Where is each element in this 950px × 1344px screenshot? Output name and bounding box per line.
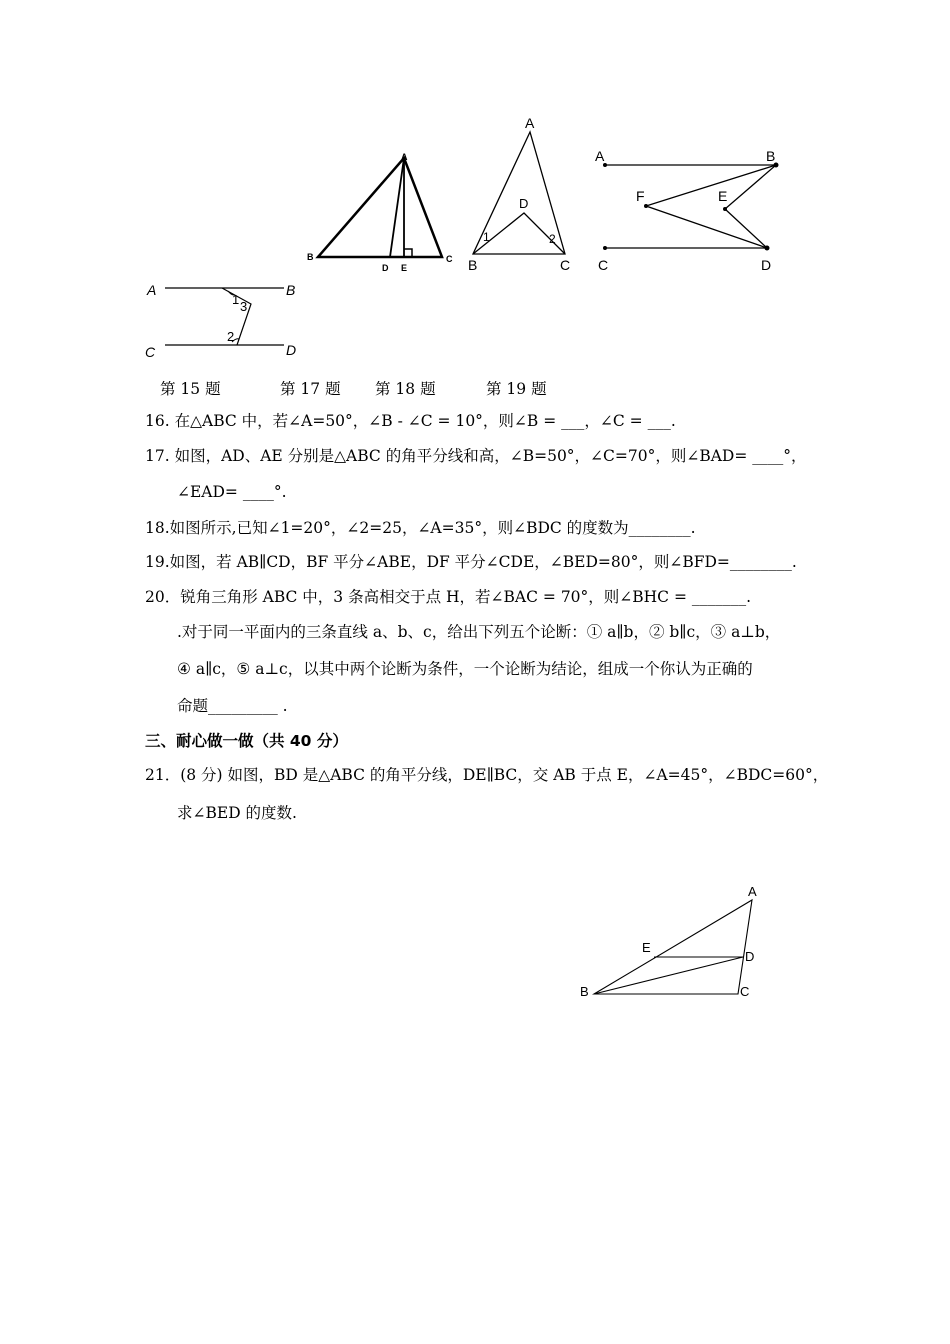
caption-17: 第 17 题 — [280, 380, 341, 398]
question-21-cont: 求∠BED 的度数. — [177, 804, 297, 822]
fig21-label-d: D — [745, 949, 755, 964]
caption-15: 第 15 题 — [160, 380, 221, 398]
question-20: 20．锐角三角形 ABC 中，3 条高相交于点 H，若∠BAC = 70°，则∠BHC = _______. — [145, 588, 752, 606]
fig18-label-d: D — [519, 196, 529, 211]
fig17-label-d: D — [382, 263, 389, 273]
fig15-label-d: D — [286, 342, 297, 358]
fig21-label-b: B — [580, 984, 589, 999]
fig17-label-a: A — [401, 152, 408, 162]
fig17-label-e: E — [401, 263, 408, 273]
fig15-label-1: 1 — [232, 292, 240, 307]
fig15-label-b: B — [286, 282, 296, 298]
question-17: 17. 如图，AD、AE 分别是△ABC 的角平分线和高，∠B=50°，∠C=70°，则∠BAD= ____°， — [145, 447, 807, 465]
fig18-label-b: B — [468, 257, 478, 273]
fig21-label-c: C — [740, 984, 750, 999]
fig21-label-e: E — [642, 940, 651, 955]
fig15-label-3: 3 — [240, 299, 248, 314]
question-17-cont: ∠EAD= ____°. — [177, 483, 287, 501]
fig15-label-c: C — [145, 344, 156, 360]
fig19-label-a: A — [595, 148, 605, 164]
fig18-label-1: 1 — [483, 230, 490, 244]
question-20b: .对于同一平面内的三条直线 a、b、c，给出下列五个论断：① a∥b，② b∥c，③ a⊥b， — [177, 623, 781, 641]
figure-15 — [140, 278, 315, 363]
figure-21 — [572, 880, 767, 1005]
fig19-label-b: B — [766, 148, 776, 164]
fig17-label-b: B — [307, 252, 314, 262]
figure-17 — [300, 145, 465, 275]
fig21-triangle — [594, 900, 755, 994]
figure-18 — [463, 112, 583, 277]
fig17-label-c: C — [446, 254, 453, 264]
caption-18: 第 18 题 — [375, 380, 436, 398]
fig19-label-f: F — [636, 188, 645, 204]
fig19-label-d: D — [761, 257, 772, 273]
fig19-label-c: C — [598, 257, 609, 273]
caption-19: 第 19 题 — [486, 380, 547, 398]
fig19-bfd — [646, 165, 776, 248]
fig18-label-c: C — [560, 257, 571, 273]
fig19-label-e: E — [718, 188, 728, 204]
fig21-label-a: A — [748, 884, 757, 899]
fig18-label-2: 2 — [549, 232, 556, 246]
question-20b-cont2: 命题_________ . — [177, 697, 288, 715]
fig15-label-a: A — [147, 282, 157, 298]
figure-19 — [585, 142, 785, 277]
question-16: 16. 在△ABC 中，若∠A=50°，∠B - ∠C = 10°，则∠B = ___，∠C = ___. — [145, 412, 676, 430]
question-19: 19.如图，若 AB∥CD，BF 平分∠ABE，DF 平分∠CDE，∠BED=80°，则∠BFD=________. — [145, 553, 797, 571]
question-21: 21．(8 分) 如图，BD 是△ABC 的角平分线，DE∥BC，交 AB 于点 E，∠A=45°，∠BDC=60°， — [145, 766, 829, 784]
fig15-label-2: 2 — [227, 329, 235, 344]
question-20b-cont1: ④ a∥c，⑤ a⊥c，以其中两个论断为条件，一个论断为结论，组成一个你认为正确的 — [177, 660, 753, 678]
fig18-label-a: A — [525, 115, 535, 131]
question-18: 18.如图所示,已知∠1=20°，∠2=25，∠A=35°，则∠BDC 的度数为________. — [145, 519, 696, 537]
section-3-heading: 三、耐心做一做（共 40 分） — [145, 732, 348, 750]
fig17-triangle — [318, 158, 442, 257]
fig21-line-bd — [594, 957, 743, 994]
